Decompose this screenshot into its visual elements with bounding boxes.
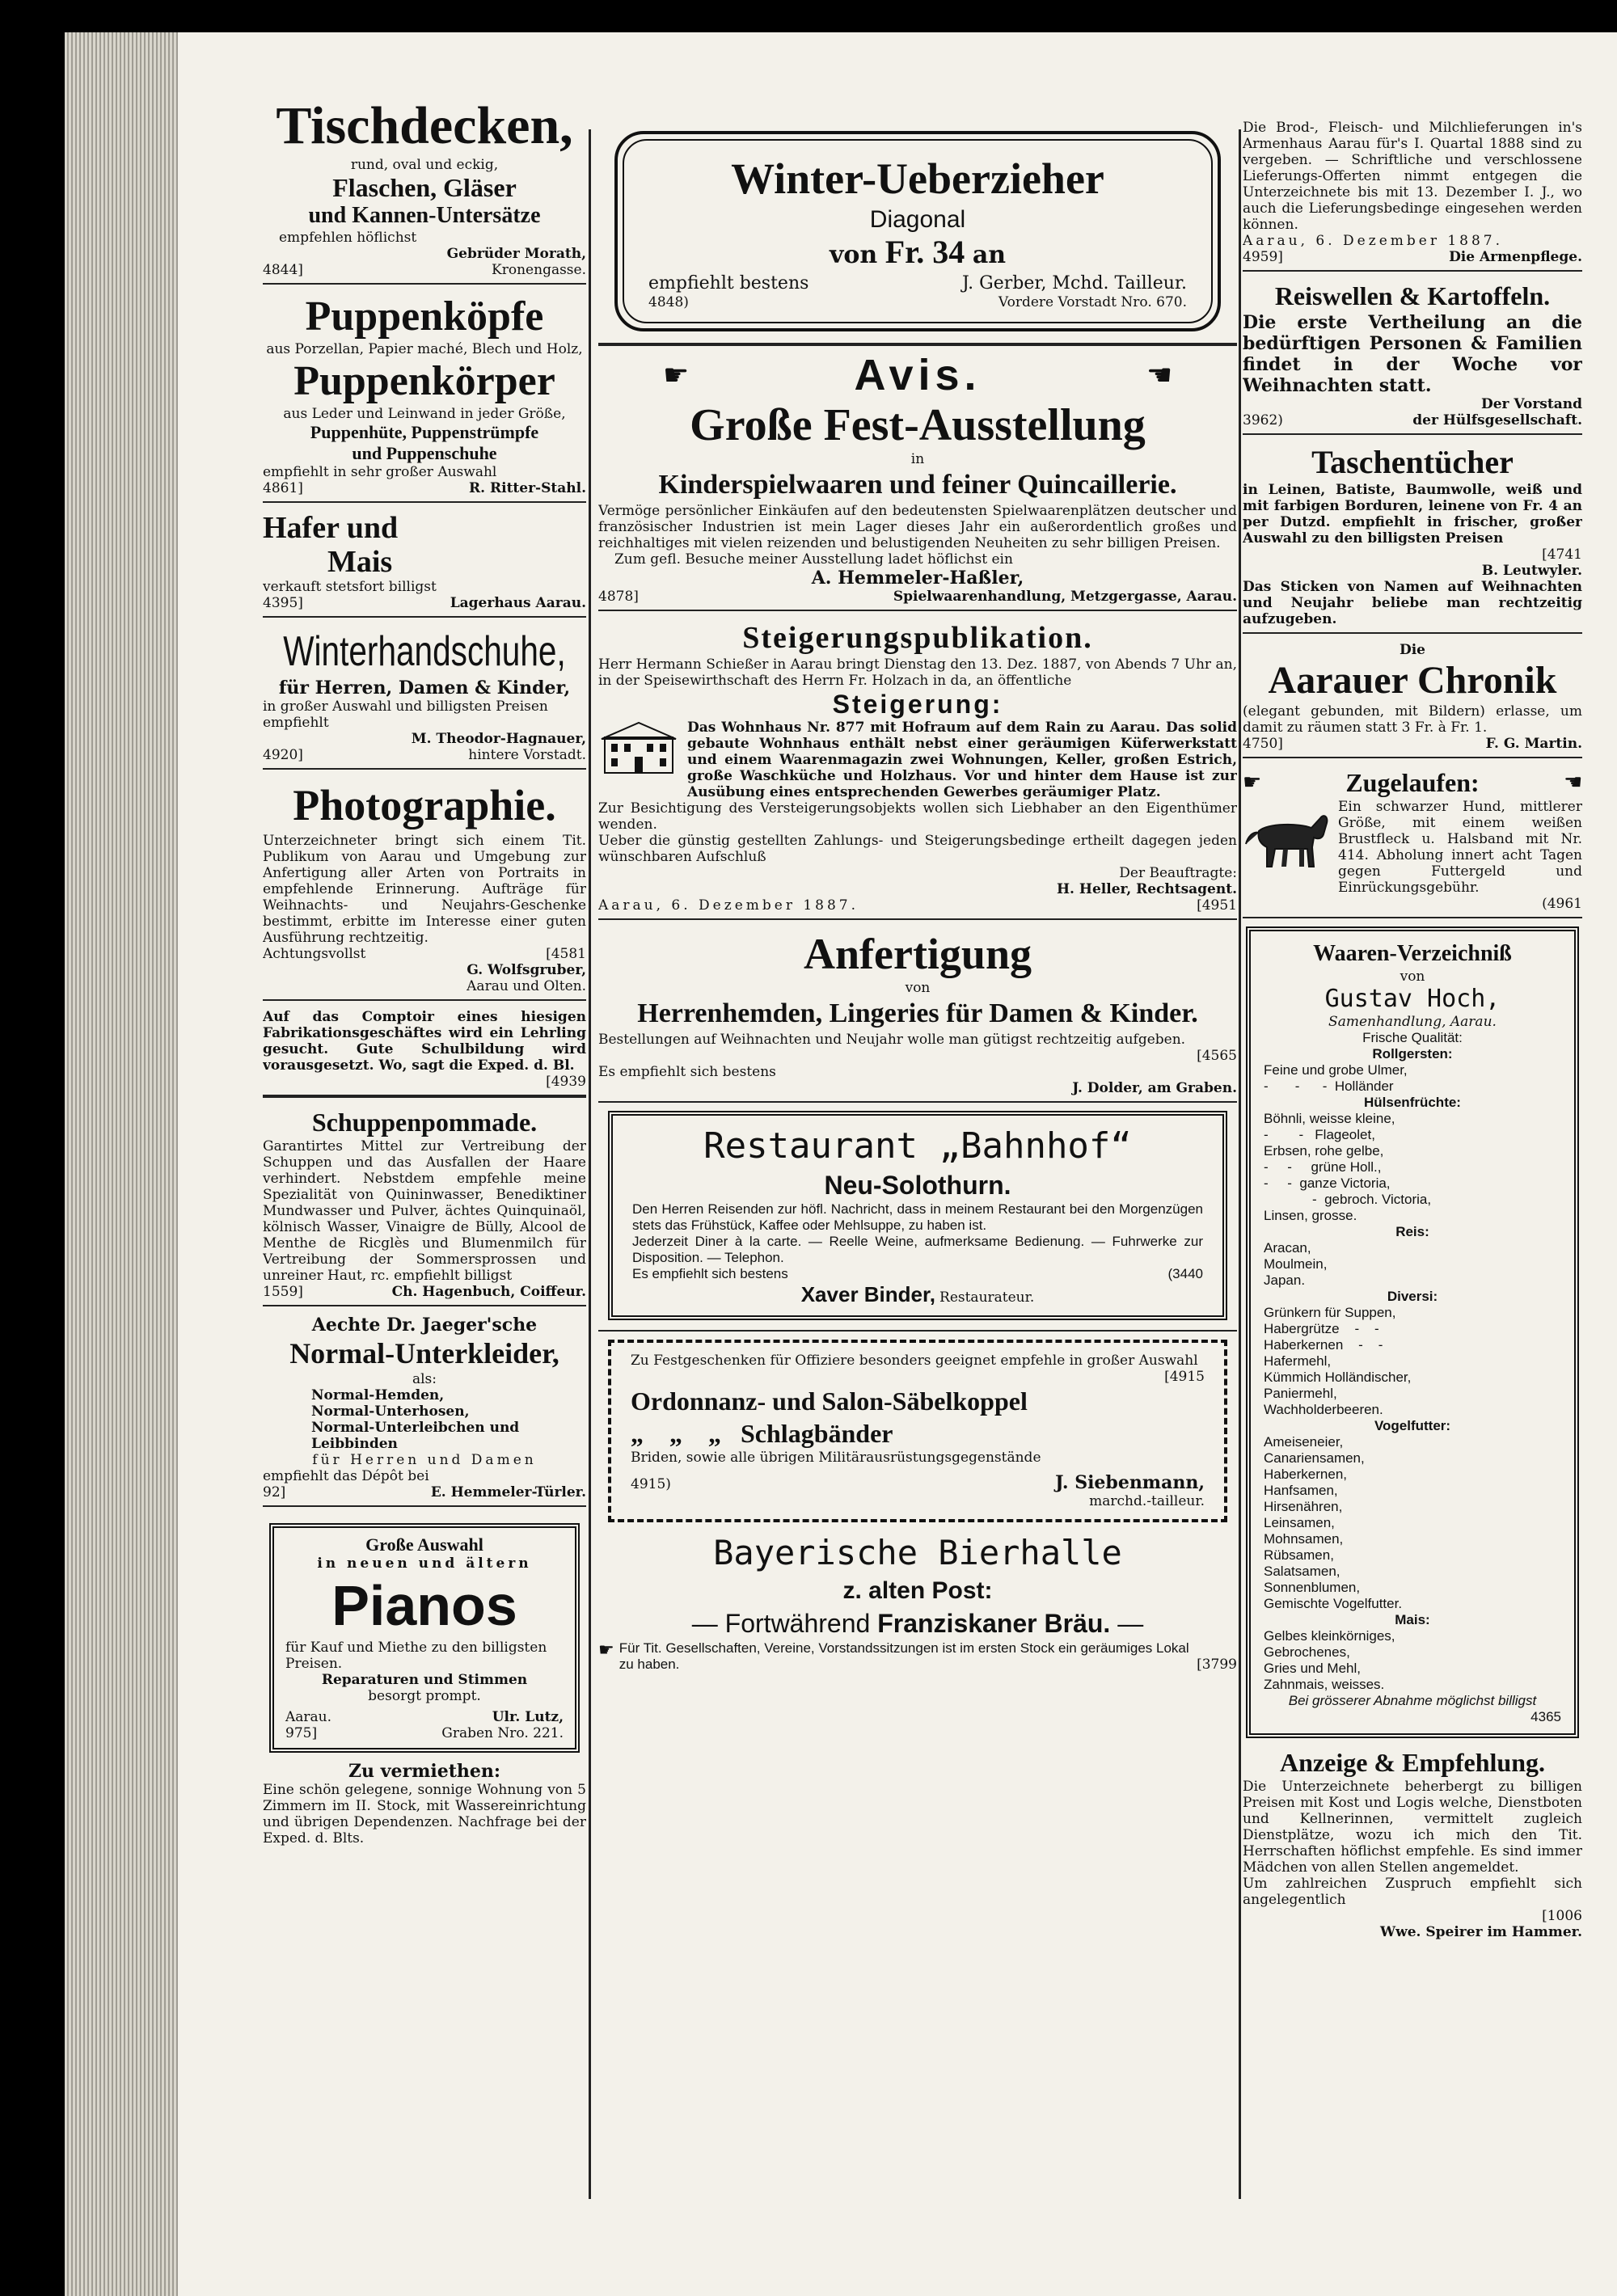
ad-text: Die erste Vertheilung an die bedürftigen Personen & Familien findet in der Woche vor Weihnachten statt.: [1243, 312, 1582, 396]
ad-subtitle: Kinderspielwaaren und feiner Quincaillerie.: [658, 470, 1177, 500]
ad-chronik: [1243, 642, 1582, 758]
ad-signature: J. Dolder, am Graben.: [1072, 1080, 1237, 1096]
ad-number: 4915): [631, 1476, 671, 1492]
ad-anzeige-empfehlung: [1243, 1746, 1582, 1940]
ad-number: 4920]: [263, 747, 303, 763]
list-item: - - ganze Victoria,: [1264, 1175, 1391, 1191]
ad-text: empfiehlt bestens: [648, 273, 809, 293]
ad-number: 4959]: [1243, 249, 1283, 265]
divider: [263, 1095, 586, 1098]
pointing-hand-icon: ☛: [1243, 770, 1262, 795]
ad-number: [4581: [546, 946, 586, 962]
list-item: Paniermehl,: [1264, 1386, 1337, 1401]
list-item: Hanfsamen,: [1264, 1483, 1338, 1498]
ad-number: 4861]: [263, 480, 303, 496]
divider: [263, 616, 586, 618]
ad-tischdecken: [263, 95, 586, 285]
ad-text: für Herren und Damen: [312, 1452, 537, 1468]
ad-vermiethen: [263, 1761, 586, 1847]
divider: [1243, 433, 1582, 435]
ad-list-item: Leibbinden: [311, 1436, 398, 1452]
ad-title: Bayerische Bierhalle: [713, 1533, 1122, 1572]
ad-number: 4844]: [263, 262, 303, 278]
list-item: Moulmein,: [1264, 1256, 1328, 1272]
list-item: - - - Holländer: [1264, 1078, 1394, 1094]
divider: [263, 999, 586, 1001]
divider: [1243, 917, 1582, 918]
ad-city: Aarau.: [285, 1709, 332, 1725]
ad-date: Aarau, 6. Dezember 1887.: [598, 897, 859, 914]
ad-text: empfiehlt in sehr großer Auswahl: [263, 464, 497, 480]
ad-winterhandschuhe: [263, 626, 586, 770]
ad-title: Anzeige & Empfehlung.: [1280, 1748, 1545, 1777]
ad-text: (elegant gebunden, mit Bildern) erlasse, um damit zu räumen statt 3 Fr. à Fr. 1.: [1243, 703, 1582, 736]
divider: [1243, 270, 1582, 272]
ad-text: Zum gefl. Besuche meiner Ausstellung ladet höflichst ein: [614, 551, 1013, 568]
list-item: Haberkernen - -: [1264, 1337, 1383, 1353]
ad-number: [4939: [546, 1074, 586, 1090]
ad-gustav-hoch: [1246, 926, 1579, 1738]
ad-number: [1006: [1542, 1908, 1582, 1924]
ad-text: von: [1400, 969, 1425, 985]
ad-text: Das Sticken von Namen auf Weihnachten und Neujahr beliebe man rechtzeitig aufzugeben.: [1243, 579, 1582, 627]
ad-taschentuecher: [1243, 443, 1582, 634]
ad-text: rund, oval und eckig,: [350, 157, 499, 173]
ad-title: Normal-Unterkleider,: [289, 1337, 559, 1370]
ad-offiziere: [608, 1340, 1227, 1522]
ad-subtitle: Puppenhüte, Puppenstrümpfe: [310, 422, 539, 442]
ad-title: „ „ „ Schlagbänder: [631, 1419, 893, 1448]
ad-text: empfehlen höflichst: [279, 230, 417, 246]
ad-text: Reparaturen und Stimmen: [321, 1672, 528, 1688]
list-item: Hirsenähren,: [1264, 1499, 1343, 1514]
ad-subtitle: Flaschen, Gläser: [332, 173, 517, 202]
list-item: Canariensamen,: [1264, 1450, 1365, 1466]
ad-text: — Fortwährend: [691, 1609, 871, 1638]
ad-text: Es empfiehlt sich bestens: [598, 1064, 776, 1080]
ad-text: in neuen und ältern: [317, 1555, 532, 1572]
ad-text: Die Unterzeichnete beherbergt zu billigen Preisen mit Kost und Logis welche, Dienstboten und Kellnerinnen, vermittelt zugleich Dienstplätze, wozu ich mich den Tit. Herrschaften höflichst empfehle. Es sind immer Mädchen von allen Stellen angemeldet.: [1243, 1779, 1582, 1876]
ad-winter-ueberzieher: [614, 131, 1221, 331]
ad-title: Tischdecken,: [276, 96, 573, 155]
divider: [598, 343, 1237, 346]
ad-signature: Ulr. Lutz,: [492, 1709, 564, 1725]
list-item: Leinsamen,: [1264, 1515, 1335, 1530]
list-item: Rübsamen,: [1264, 1547, 1334, 1563]
list-item: Salatsamen,: [1264, 1564, 1340, 1579]
ad-steigerungspublikation: [598, 619, 1237, 920]
ad-title: Puppenköpfe: [305, 293, 544, 340]
list-item: Gemischte Vogelfutter.: [1264, 1596, 1403, 1611]
ad-number: (3440: [1167, 1266, 1203, 1281]
ad-title: Restaurant „Bahnhof“: [703, 1125, 1132, 1167]
ad-list-item: Normal-Unterleibchen und: [311, 1420, 520, 1436]
list-item: Haberkernen,: [1264, 1467, 1348, 1482]
ad-address: Spielwaarenhandlung, Metzgergasse, Aarau.: [893, 589, 1237, 605]
list-item: Erbsen, rohe gelbe,: [1264, 1143, 1384, 1159]
ad-text: Achtungsvollst: [263, 946, 366, 962]
ad-title: Schuppenpommade.: [311, 1108, 538, 1137]
ad-text: verkauft stetsfort billigst: [263, 579, 437, 595]
ad-subtitle: Steigerung:: [832, 690, 1003, 719]
ad-title: Waaren-Verzeichniß: [1313, 941, 1512, 966]
ad-text: Es empfiehlt sich bestens: [632, 1266, 788, 1281]
ad-signature: M. Theodor-Hagnauer,: [411, 731, 586, 747]
ad-text: Auf das Comptoir eines hiesigen Fabrikationsgeschäftes wird ein Lehrling gesucht. Gute Schulbildung wird vorausgesetzt. Wo, sagt die Exped. d. Bl.: [263, 1009, 586, 1074]
ad-price: Fr. 34: [884, 234, 965, 270]
ad-bierhalle: [598, 1530, 1237, 1673]
ad-text: Bestellungen auf Weihnachten und Neujahr wolle man gütigst rechtzeitig aufgeben.: [598, 1032, 1186, 1048]
ad-text: Zur Besichtigung des Versteigerungsobjekts wollen sich Liebhaber an den Eigenthümer wenden.: [598, 800, 1237, 833]
column-rule-right: [1239, 129, 1241, 2199]
house-icon: [598, 720, 679, 776]
ad-text: Briden, sowie alle übrigen Militärausrüstungsgegenstände: [631, 1450, 1041, 1466]
list-item: Grünkern für Suppen,: [1264, 1305, 1396, 1320]
divider: [263, 501, 586, 503]
ad-address: Vordere Vorstadt Nro. 670.: [998, 294, 1187, 310]
ad-title: Taschentücher: [1311, 444, 1514, 480]
ad-text: aus Porzellan, Papier maché, Blech und Holz,: [266, 341, 583, 357]
ad-text: in großer Auswahl und billigsten Preisen empfiehlt: [263, 699, 548, 731]
ad-title: Steigerungspublikation.: [742, 621, 1093, 655]
ad-jaeger: [263, 1315, 586, 1507]
divider: [263, 768, 586, 770]
ad-text: von: [829, 241, 878, 269]
ad-text: Ueber die günstig gestellten Zahlungs- und Steigerungsbedinge ertheilt dagegen jeden wünschbaren Aufschluß: [598, 833, 1237, 865]
column-rule-left: [589, 129, 591, 2199]
pointing-hand-icon: ☛: [1146, 358, 1172, 392]
ad-anfertigung: [598, 928, 1237, 1103]
ad-number: [4951: [1197, 897, 1237, 914]
ad-name: Gustav Hoch,: [1324, 985, 1501, 1013]
ad-number: 4848): [648, 294, 689, 310]
list-item: Zahnmais, weisses.: [1264, 1677, 1385, 1692]
ad-title: Große Fest-Ausstellung: [690, 400, 1146, 450]
list-item: - gebroch. Victoria,: [1312, 1192, 1432, 1207]
divider: [263, 1505, 586, 1507]
ad-number: 4395]: [263, 595, 303, 611]
ad-signature: Wwe. Speirer im Hammer.: [1379, 1924, 1582, 1940]
ad-text: Eine schön gelegene, sonnige Wohnung von 5 Zimmern im II. Stock, mit Wassereinrichtung und übrigen Dependenzen. Nachfrage bei der Exped. d. Blts.: [263, 1782, 586, 1847]
ad-text: Frische Qualität:: [1362, 1030, 1463, 1045]
ad-subtitle: Neu-Solothurn.: [824, 1171, 1011, 1200]
ad-text: aus Leder und Leinwand in jeder Größe,: [283, 406, 566, 422]
ad-title: Hafer und: [263, 511, 399, 545]
column-left: [263, 95, 586, 2222]
pointing-hand-icon: ☛: [1563, 770, 1582, 795]
ad-title: Aarauer Chronik: [1268, 659, 1557, 702]
list-item: Ameiseneier,: [1264, 1434, 1344, 1450]
ad-signature: J. Siebenmann,: [1055, 1472, 1205, 1493]
ad-title: Avis.: [854, 351, 982, 399]
ad-text: an: [972, 241, 1007, 269]
list-item: Aracan,: [1264, 1240, 1311, 1256]
list-heading: Mais:: [1395, 1612, 1430, 1627]
ad-number: [4565: [1197, 1048, 1237, 1064]
list-item: Mohnsamen,: [1264, 1531, 1344, 1547]
ad-title: Puppenkörper: [293, 358, 555, 404]
list-item: Feine und grobe Ulmer,: [1264, 1062, 1408, 1078]
ad-subtitle: Franziskaner Bräu.: [877, 1609, 1111, 1638]
ad-subtitle: z. alten Post:: [842, 1577, 993, 1604]
ad-text: Bei grösserer Abnahme möglichst billigst: [1288, 1693, 1537, 1708]
ad-number: [4915: [1164, 1369, 1205, 1385]
ad-title: Mais: [327, 545, 393, 579]
ad-title: Ordonnanz- und Salon-Säbelkoppel: [631, 1386, 1028, 1416]
ad-text: Die Brod-, Fleisch- und Milchlieferungen in's Armenhaus Aarau für's I. Quartal 1888 sind zu vergeben. — Schriftliche und verschlossene Lieferungs-Offerten nimmt entgegen die Unterzeichnete bis mit 13. Dezember I. J., wo auch die Lieferungsbedinge eingesehen werden können.: [1243, 120, 1582, 233]
ad-text: für Kauf und Miethe zu den billigsten Preisen.: [285, 1640, 547, 1672]
list-item: - - Flageolet,: [1264, 1127, 1375, 1142]
ad-number: 92]: [263, 1484, 286, 1500]
ad-text: in: [910, 451, 925, 467]
ad-restaurant-bahnhof: [608, 1111, 1227, 1320]
ad-list-item: Normal-Hemden,: [311, 1387, 445, 1403]
ad-title: Photographie.: [293, 781, 556, 829]
ad-text: —: [1117, 1609, 1144, 1638]
ad-subtitle: und Kannen-Untersätze: [308, 203, 541, 228]
list-item: Böhnli, weisse kleine,: [1264, 1111, 1395, 1126]
ad-reiswellen: [1243, 280, 1582, 435]
list-item: Gelbes kleinkörniges,: [1264, 1628, 1395, 1644]
ad-subtitle: und Puppenschuhe: [352, 443, 497, 463]
ad-subtitle: Herrenhemden, Lingeries für Damen & Kinder.: [637, 998, 1198, 1028]
ad-title: Zugelaufen:: [1345, 768, 1480, 797]
list-heading: Rollgersten:: [1372, 1046, 1453, 1061]
ad-subtitle: Diagonal: [869, 206, 966, 233]
list-heading: Vogelfutter:: [1374, 1418, 1451, 1433]
ad-text: Garantirtes Mittel zur Vertreibung der Schuppen und das Ausfallen der Haare verhindert. Nebstdem empfehle meine Spezialität von Quininwasser, Benediktiner Mundwasser und Pulver, ächtes Quinquinaöl, kölnisch Wasser, Vinaigre de Bülly, Alcool de Menthe de Ricglès und Blumenmilch für Vertreibung der Sommersprossen und unreiner Haut, rc. empfiehlt billigst: [263, 1138, 586, 1284]
list-item: Hafermehl,: [1264, 1353, 1332, 1369]
ad-pianos: [269, 1523, 580, 1753]
ad-text: empfiehlt das Dépôt bei: [263, 1468, 429, 1484]
ad-signature-title: marchd.-tailleur.: [1089, 1493, 1205, 1509]
ad-number: (4961: [1542, 896, 1582, 912]
ad-signature: Die Armenpflege.: [1449, 249, 1582, 265]
ad-title: Pianos: [331, 1574, 517, 1637]
pointing-hand-icon: ☛: [598, 1640, 614, 1661]
pointing-hand-icon: ☛: [663, 358, 690, 392]
ad-list-item: Normal-Unterhosen,: [311, 1403, 470, 1420]
ad-text: Ein schwarzer Hund, mittlerer Größe, mit einem weißen Brustfleck u. Halsband mit Nr. 414. Abholung innert acht Tagen gegen Futtergeld und Einrückungsgebühr.: [1338, 799, 1582, 896]
ad-schuppenpommade: [263, 1106, 586, 1306]
ad-signature: J. Gerber, Mchd. Tailleur.: [962, 273, 1187, 293]
list-item: Wachholderbeeren.: [1264, 1402, 1383, 1417]
ad-number: 4878]: [598, 589, 639, 605]
ad-number: 1559]: [263, 1284, 303, 1300]
ad-title: Winter-Ueberzieher: [731, 154, 1104, 203]
ad-text: Das Wohnhaus Nr. 877 mit Hofraum auf dem Rain zu Aarau. Das solid gebaute Wohnhaus enthält nebst einer geräumigen Küferwerkstatt und einem Waarenmagazin zwei Wohnungen, Keller, großen Estrich, große Waschküche und Holzhaus. Vor und hinter dem Hause ist zur Ausübung eines entsprechenden Gewerbes geräumiger Platz.: [687, 720, 1237, 800]
divider: [598, 1330, 1237, 1332]
ad-title: Zu vermiethen:: [348, 1761, 500, 1782]
ad-text: von: [905, 980, 931, 996]
list-heading: Reis:: [1395, 1224, 1429, 1239]
ad-signature: Der Vorstand: [1480, 396, 1582, 412]
list-item: Habergrütze - -: [1264, 1321, 1379, 1336]
ad-number: 3962): [1243, 412, 1283, 428]
book-page-edges: [65, 32, 178, 2296]
ad-number: 4365: [1530, 1709, 1561, 1724]
ad-title: Reiswellen & Kartoffeln.: [1274, 281, 1551, 310]
ad-text: Vermöge persönlicher Einkäufen auf den bedeutensten Spielwaarenplätzen deutscher und französischer Industrien ist mein Lager dieses Jahr ein außerordentlich großes und reichhaltiges mit vielen reizenden und belustigenden Neuheiten zu sehr billigen Preisen.: [598, 503, 1237, 551]
ad-signature: Ch. Hagenbuch, Coiffeur.: [391, 1284, 586, 1300]
list-item: Kümmich Holländischer,: [1264, 1370, 1412, 1385]
ad-fest-ausstellung: [598, 351, 1237, 611]
list-item: Gebrochenes,: [1264, 1644, 1350, 1660]
dog-icon: [1243, 799, 1332, 872]
ad-signature: Lagerhaus Aarau.: [450, 595, 586, 611]
ad-signature-title: Restaurateur.: [939, 1289, 1035, 1306]
list-heading: Hülsenfrüchte:: [1364, 1095, 1461, 1110]
divider: [1243, 632, 1582, 634]
ad-armenhaus: [1243, 120, 1582, 272]
ad-text: Herr Hermann Schießer in Aarau bringt Dienstag den 13. Dez. 1887, von Abends 7 Uhr an, in der Speisewirthschaft des Herrn Fr. Holzach in da, an öffentliche: [598, 656, 1237, 689]
ad-text: Samenhandlung, Aarau.: [1328, 1014, 1497, 1030]
ad-signature: Xaver Binder,: [800, 1282, 935, 1306]
ad-text: Für Tit. Gesellschaften, Vereine, Vorstandssitzungen ist im ersten Stock ein geräumiges Lokal zu haben.: [619, 1640, 1189, 1672]
list-item: Sonnenblumen,: [1264, 1580, 1361, 1595]
ad-text: Um zahlreichen Zuspruch empfiehlt sich angelegentlich: [1243, 1876, 1582, 1908]
ad-text: Der Beauftragte:: [1119, 865, 1237, 881]
divider: [598, 918, 1237, 920]
ad-photographie: [263, 778, 586, 1001]
ad-hafer: [263, 511, 586, 618]
ad-signature: der Hülfsgesellschaft.: [1412, 412, 1582, 428]
column-right: [1243, 120, 1582, 2246]
ad-number: [4741: [1542, 547, 1582, 563]
ad-date: Aarau, 6. Dezember 1887.: [1243, 233, 1504, 249]
ad-text: als:: [412, 1371, 437, 1387]
list-item: Japan.: [1264, 1273, 1306, 1288]
ad-title: Winterhandschuhe,: [283, 628, 566, 675]
ad-subtitle: Aechte Dr. Jaeger'sche: [311, 1315, 538, 1336]
ad-signature: Gebrüder Morath,: [446, 246, 586, 262]
ad-signature: A. Hemmeler-Haßler,: [811, 568, 1024, 589]
divider: [598, 1101, 1237, 1103]
ad-text: in Leinen, Batiste, Baumwolle, weiß und mit farbigen Borduren, leinene von Fr. 4 an per Dutzd. empfiehlt in frischer, großer Auswahl zu den billigsten Preisen: [1243, 482, 1582, 547]
ad-text: Jederzeit Diner à la carte. — Reelle Weine, aufmerksame Bedienung. — Fuhrwerke zur Disposition. — Telephon.: [632, 1234, 1203, 1265]
ad-text: besorgt prompt.: [368, 1688, 481, 1704]
ad-signature: H. Heller, Rechtsagent.: [1057, 881, 1237, 897]
divider: [263, 283, 586, 285]
ad-signature: E. Hemmeler-Türler.: [430, 1484, 586, 1500]
divider: [598, 610, 1237, 611]
ad-address: hintere Vorstadt.: [468, 747, 586, 763]
list-item: Linsen, grosse.: [1264, 1208, 1357, 1223]
ad-number: 975]: [285, 1725, 318, 1741]
ad-subtitle: für Herren, Damen & Kinder,: [278, 677, 571, 699]
ad-text: Unterzeichneter bringt sich einem Tit. Publikum von Aarau und Umgebung zur Anfertigung aller Arten von Portraits in empfehlende Erinnerung. Aufträge für Weihnachts- und Neujahrs-Geschenke bestimmt, erbitte im Interesse einer guten Ausführung rechtzeitig.: [263, 833, 586, 946]
ad-number: 4750]: [1243, 736, 1283, 752]
divider: [1243, 757, 1582, 758]
ad-zugelaufen: [1243, 766, 1582, 918]
ad-text: Zu Festgeschenken für Offiziere besonders geeignet empfehle in großer Auswahl: [631, 1353, 1198, 1369]
list-item: - - grüne Holl.,: [1264, 1159, 1382, 1175]
ad-address: Aarau und Olten.: [467, 978, 586, 994]
ad-subtitle: Große Auswahl: [365, 1534, 483, 1555]
ad-signature: B. Leutwyler.: [1481, 563, 1582, 579]
divider: [263, 1305, 586, 1306]
ad-text: Den Herren Reisenden zur höfl. Nachricht, dass in meinem Restaurant bei den Morgenzügen stets das Frühstück, Kaffee oder Mehlsuppe, zu haben ist.: [632, 1201, 1203, 1233]
ad-signature: G. Wolfsgruber,: [467, 962, 586, 978]
ad-signature: F. G. Martin.: [1485, 736, 1582, 752]
list-heading: Diversi:: [1387, 1289, 1438, 1304]
ad-signature: R. Ritter-Stahl.: [469, 480, 586, 496]
ad-address: Graben Nro. 221.: [441, 1725, 564, 1741]
list-item: Gries und Mehl,: [1264, 1661, 1361, 1676]
ad-title: Anfertigung: [804, 930, 1032, 978]
ad-text: Die: [1399, 642, 1426, 658]
ad-comptoir: [263, 1009, 586, 1098]
ad-number: [3799: [1197, 1657, 1237, 1673]
ad-address: Kronengasse.: [492, 262, 586, 278]
ad-puppen: [263, 293, 586, 503]
column-middle: [598, 120, 1237, 2222]
